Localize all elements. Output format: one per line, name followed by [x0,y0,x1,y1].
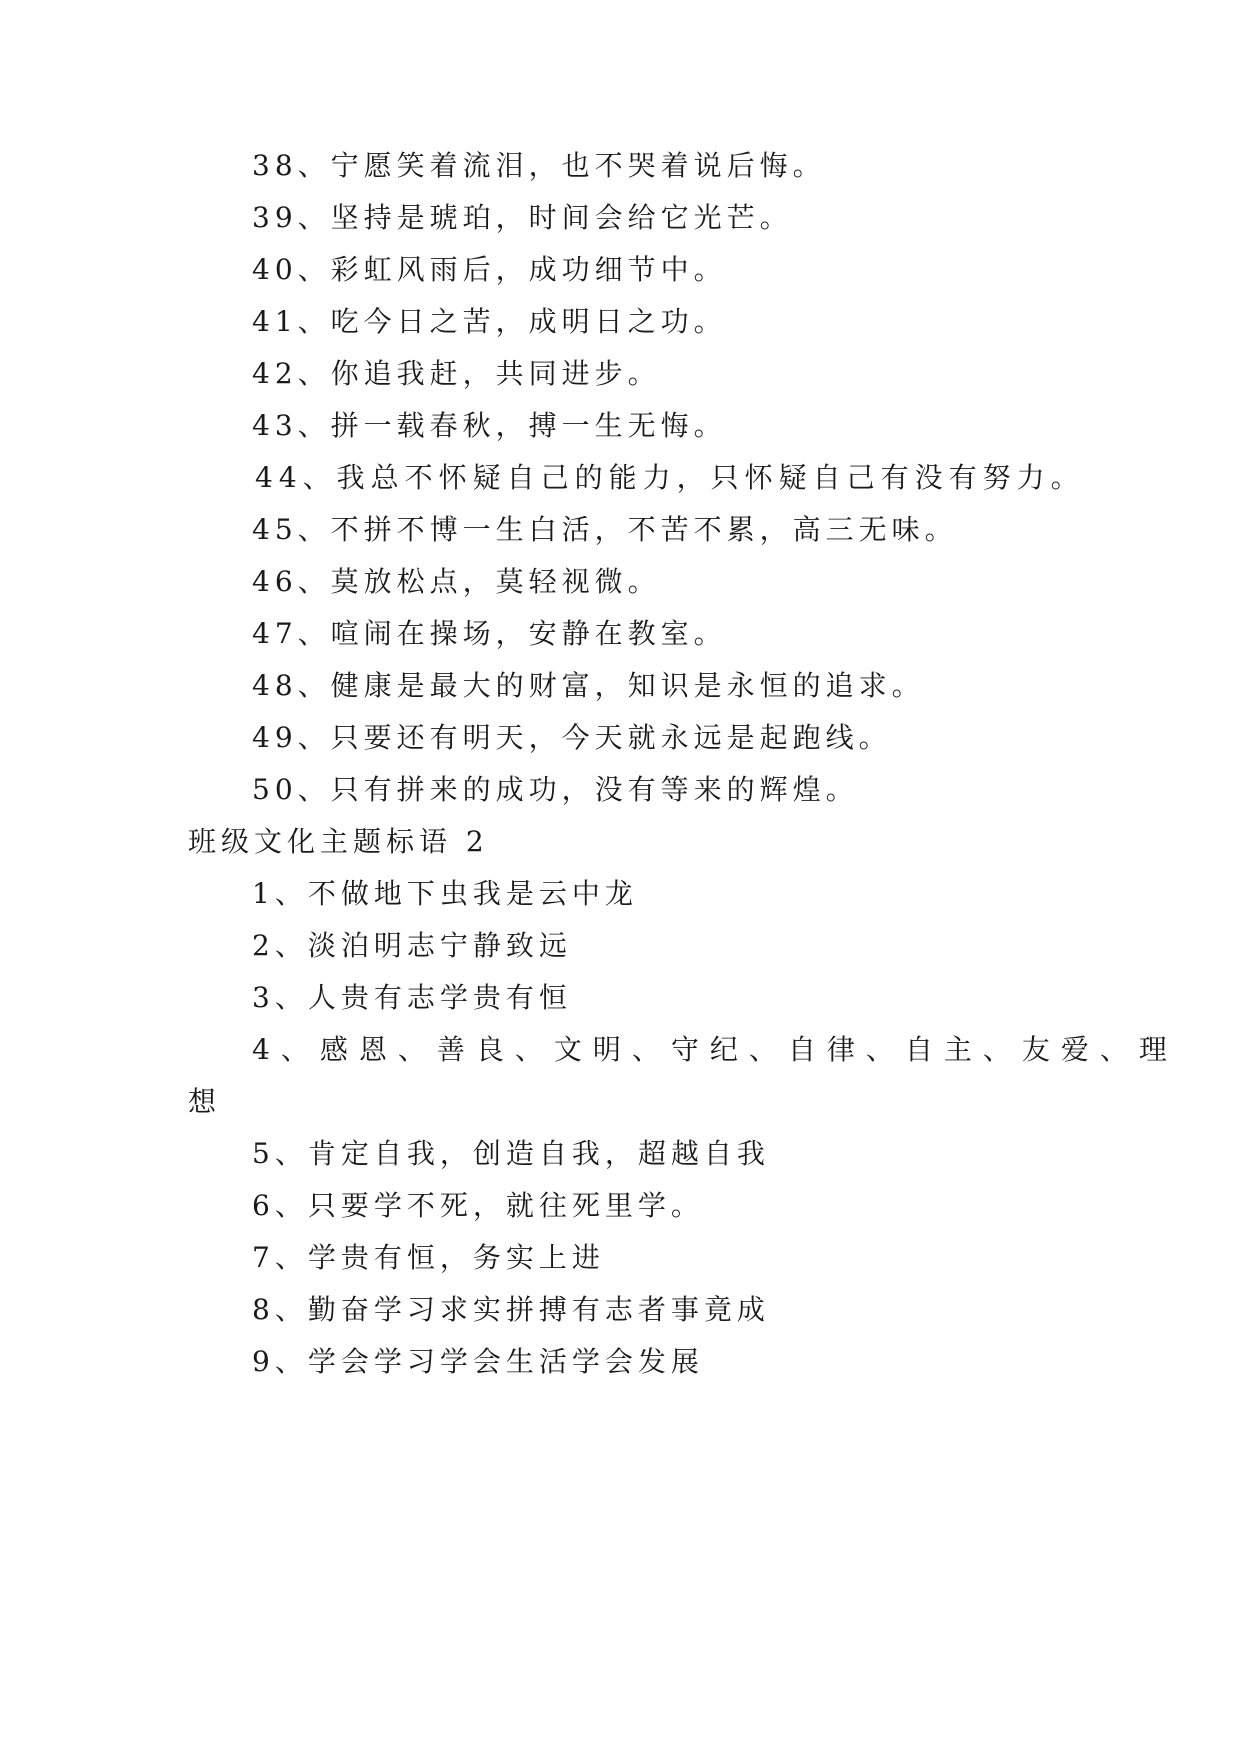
theme-slogan-9: 9、学会学习学会生活学会发展 [252,1345,704,1378]
slogan-44: 44、我总不怀疑自己的能力，只怀疑自己有没有努力。 [255,461,1085,494]
slogan-43: 43、拼一载春秋，搏一生无悔。 [252,409,727,442]
slogan-47: 47、喧闹在操场，安静在教室。 [252,617,727,650]
theme-slogan-6: 6、只要学不死，就往死里学。 [252,1189,704,1222]
theme-slogan-1: 1、不做地下虫我是云中龙 [252,877,638,910]
theme-slogan-2: 2、淡泊明志宁静致远 [252,929,572,962]
slogan-45: 45、不拼不博一生白活，不苦不累，高三无味。 [252,513,958,546]
section-heading: 班级文化主题标语 2 [188,825,489,858]
slogan-38: 38、宁愿笑着流泪，也不哭着说后悔。 [252,149,826,182]
slogan-46: 46、莫放松点，莫轻视微。 [252,565,661,598]
slogan-40: 40、彩虹风雨后，成功细节中。 [252,253,727,286]
theme-slogan-4-continuation: 想 [188,1085,217,1118]
theme-slogan-3: 3、人贵有志学贵有恒 [252,981,572,1014]
slogan-41: 41、吃今日之苦，成明日之功。 [252,305,727,338]
slogan-48: 48、健康是最大的财富，知识是永恒的追求。 [252,669,925,702]
slogan-42: 42、你追我赶，共同进步。 [252,357,661,390]
theme-slogan-4: 4、感恩、善良、文明、守纪、自律、自主、友爱、理 [252,1033,1178,1066]
slogan-39: 39、坚持是琥珀，时间会给它光芒。 [252,201,793,234]
theme-slogan-5: 5、肯定自我，创造自我，超越自我 [252,1137,770,1170]
theme-slogan-7: 7、学贵有恒，务实上进 [252,1241,605,1274]
theme-slogan-8: 8、勤奋学习求实拼搏有志者事竟成 [252,1293,770,1326]
slogan-49: 49、只要还有明天，今天就永远是起跑线。 [252,721,892,754]
slogan-50: 50、只有拼来的成功，没有等来的辉煌。 [252,773,859,806]
